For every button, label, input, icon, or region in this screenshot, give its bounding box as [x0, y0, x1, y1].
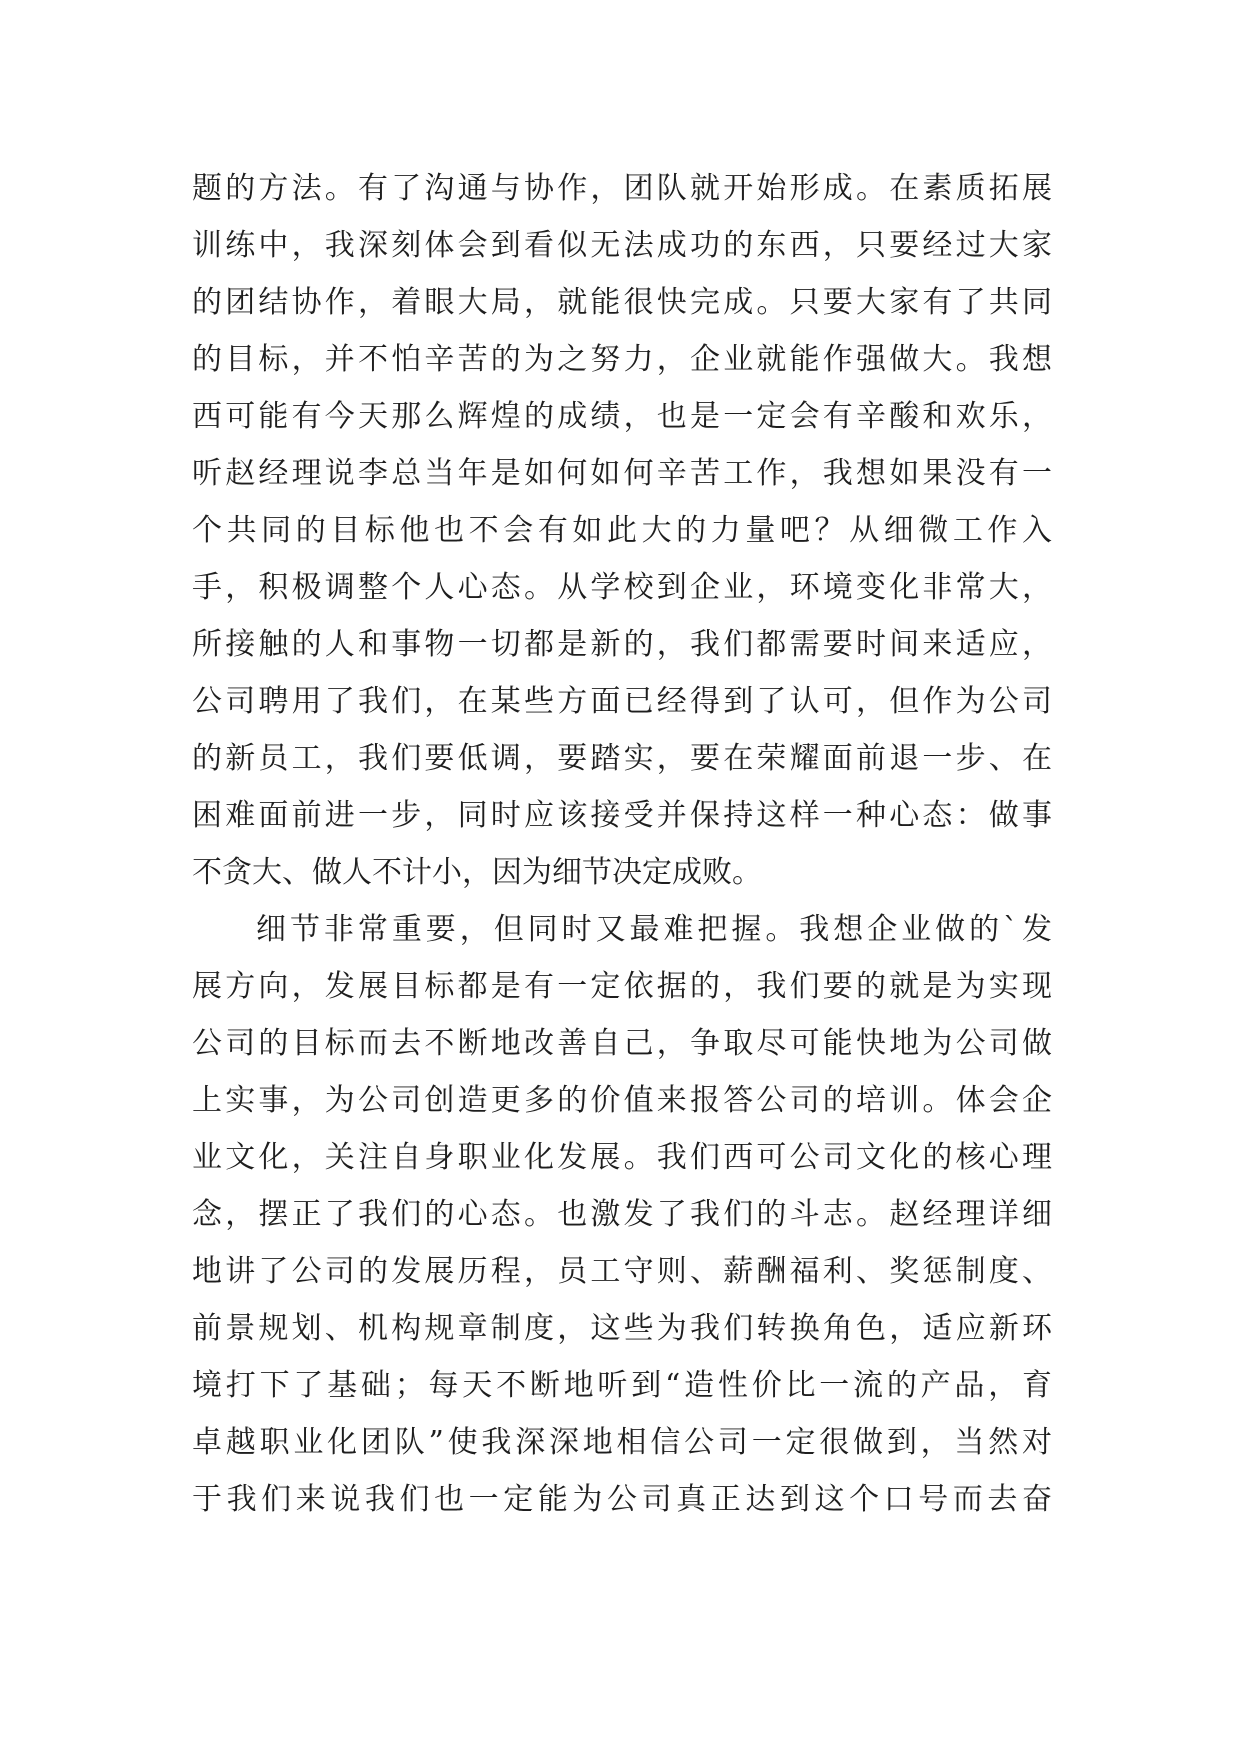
paragraph-line: 念，摆正了我们的心态。也激发了我们的斗志。赵经理详细 — [192, 1197, 1052, 1232]
paragraph-line: 公司聘用了我们，在某些方面已经得到了认可，但作为公司 — [192, 684, 1052, 719]
paragraph-line: 卓越职业化团队”使我深深地相信公司一定很做到，当然对 — [192, 1425, 1052, 1460]
paragraph-line: 的目标，并不怕辛苦的为之努力，企业就能作强做大。我想 — [192, 342, 1052, 377]
paragraph-line: 西可能有今天那么辉煌的成绩，也是一定会有辛酸和欢乐， — [192, 399, 1052, 434]
paragraph-line: 地讲了公司的发展历程，员工守则、薪酬福利、奖惩制度、 — [192, 1254, 1052, 1289]
paragraph-1 — [192, 160, 1052, 901]
paragraph-line: 题的方法。有了沟通与协作，团队就开始形成。在素质拓展 — [192, 171, 1052, 206]
paragraph-line: 境打下了基础；每天不断地听到“造性价比一流的产品，育 — [192, 1368, 1052, 1403]
paragraph-line: 展方向，发展目标都是有一定依据的，我们要的就是为实现 — [192, 969, 1052, 1004]
paragraph-line: 上实事，为公司创造更多的价值来报答公司的培训。体会企 — [192, 1083, 1052, 1118]
paragraph-line: 公司的目标而去不断地改善自己，争取尽可能快地为公司做 — [192, 1026, 1052, 1061]
paragraph-line: 不贪大、做人不计小，因为细节决定成败。 — [192, 855, 762, 890]
paragraph-line: 训练中，我深刻体会到看似无法成功的东西，只要经过大家 — [192, 228, 1052, 263]
paragraph-line: 细节非常重要，但同时又最难把握。我想企业做的`发 — [256, 912, 1052, 947]
paragraph-line: 所接触的人和事物一切都是新的，我们都需要时间来适应， — [192, 627, 1052, 662]
paragraph-line: 手，积极调整个人心态。从学校到企业，环境变化非常大， — [192, 570, 1052, 605]
document-body — [192, 160, 1052, 1528]
paragraph-line: 业文化，关注自身职业化发展。我们西可公司文化的核心理 — [192, 1140, 1052, 1175]
paragraph-line: 的团结协作，着眼大局，就能很快完成。只要大家有了共同 — [192, 285, 1052, 320]
paragraph-line: 的新员工，我们要低调，要踏实，要在荣耀面前退一步、在 — [192, 741, 1052, 776]
paragraph-line: 困难面前进一步，同时应该接受并保持这样一种心态：做事 — [192, 798, 1052, 833]
paragraph-line: 前景规划、机构规章制度，这些为我们转换角色，适应新环 — [192, 1311, 1052, 1346]
paragraph-2 — [192, 901, 1052, 1528]
paragraph-line: 听赵经理说李总当年是如何如何辛苦工作，我想如果没有一 — [192, 456, 1052, 491]
paragraph-line: 个共同的目标他也不会有如此大的力量吧？从细微工作入 — [192, 513, 1052, 548]
paragraph-line: 于我们来说我们也一定能为公司真正达到这个口号而去奋 — [192, 1482, 1052, 1517]
